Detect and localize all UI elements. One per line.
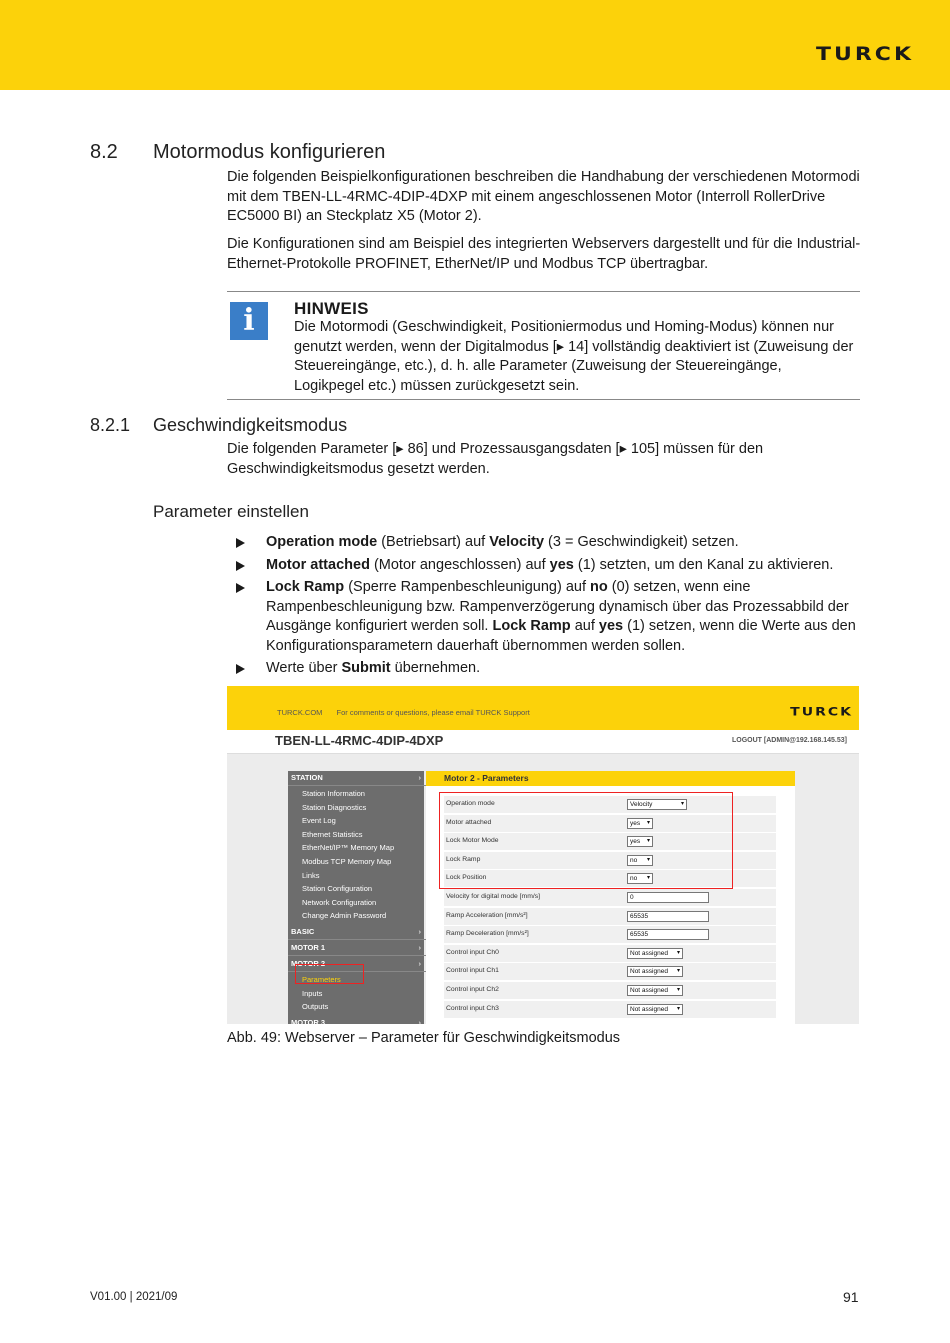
note-box [227,291,860,400]
instruction-text: (1) setzten, um den Kanal zu aktivieren. [573,556,834,573]
instruction-keyword: yes [598,618,624,634]
ws-panel-title: Motor 2 - Parameters [426,771,795,786]
footer-version: V01.00 | 2021/09 [90,1291,178,1303]
parameter-heading: Parameter einstellen [153,502,309,521]
instruction-keyword: Submit [341,660,391,676]
instruction-keyword: Velocity [489,534,545,550]
ws-param-label: Ramp Deceleration [mm/s²] [446,930,529,938]
ws-nav-label: Event Log [302,816,336,826]
chevron-right-icon: › [418,1017,421,1024]
ws-param-value: no [630,875,638,883]
ws-nav-label: Ethernet Statistics [302,829,363,839]
section-number: 8.2 [90,141,118,163]
instruction-text: (Betriebsart) auf [377,534,490,550]
ws-nav-item[interactable] [288,882,438,896]
webserver-screenshot [227,686,859,1024]
chevron-down-icon: ▾ [676,949,680,956]
ws-nav-label: Network Configuration [302,897,377,907]
ws-nav-label: BASIC [291,927,315,936]
ws-param-value: yes [630,819,641,827]
ws-nav-label: EtherNet/IP™ Memory Map [302,843,395,853]
ws-param-label: Control input Ch0 [446,948,499,956]
ws-nav-label: Change Admin Password [302,911,387,921]
figure-caption: Abb. 49: Webserver – Parameter für Geschwindigkeitsmodus [227,1030,621,1046]
ws-nav-item[interactable] [288,896,438,910]
ws-param-value: 65535 [630,912,649,920]
ws-nav-category[interactable] [288,941,427,956]
instruction-text: übernehmen. [390,660,481,676]
intro-paragraph-1: Die folgenden Beispielkonfigurationen beschreiben die Handhabung der verschiedenen Motormodi mit dem TBEN-LL-4RMC-4DIP-4DXP mit einem angeschlossenen Motor (Interroll RollerDrive EC5000 BI) an Steckplatz X5 (Motor 2). [227,169,860,224]
ws-param-select[interactable] [627,985,683,996]
ws-nav-item[interactable] [288,855,438,869]
bullet-arrow-icon [236,538,245,548]
ws-logout-link[interactable]: LOGOUT [ADMIN@192.168.145.53] [732,737,847,744]
ws-param-label: Lock Motor Mode [446,837,499,845]
instruction-list [236,533,861,682]
ws-param-value: Not assigned [630,987,668,994]
ws-nav-item[interactable] [288,909,438,923]
ws-device-name: TBEN-LL-4RMC-4DIP-4DXP [275,733,444,748]
instruction-item [236,533,861,553]
chevron-down-icon: ▾ [676,987,680,993]
instruction-keyword: Lock Ramp [492,618,571,634]
header-bar [0,0,950,90]
instruction-keyword: Lock Ramp [266,579,345,595]
info-icon: i [230,302,268,340]
highlight-box-params [439,792,733,889]
instruction-text: (1) setzen, wenn die Werte aus den Konfigurationsparametern dauerhaft übernommen werden sollen. [266,618,856,654]
ws-param-value: yes [630,838,641,846]
ws-param-label: Control input Ch1 [446,967,499,975]
ws-param-value: Not assigned [630,968,668,976]
ws-param-row [444,889,776,907]
ws-param-label: Lock Ramp [446,855,481,863]
chevron-right-icon: › [418,773,421,782]
instruction-text: (Motor angeschlossen) auf [369,556,550,573]
chevron-down-icon: ▾ [646,856,650,863]
ws-param-input[interactable] [627,929,709,940]
ws-nav-item[interactable] [288,801,438,815]
bullet-arrow-icon [236,583,245,593]
chevron-right-icon: › [418,943,421,952]
chevron-down-icon: ▾ [646,875,650,882]
ws-param-label: Ramp Acceleration [mm/s²] [446,911,528,919]
chevron-down-icon: ▾ [646,819,650,826]
ws-param-select[interactable] [627,966,683,977]
chevron-down-icon: ▾ [676,968,680,975]
chevron-down-icon: ▾ [646,838,650,845]
subsection-title: Geschwindigkeitsmodus [153,415,348,435]
ws-param-label: Control input Ch2 [446,986,499,993]
ws-nav-item[interactable] [288,828,438,842]
ws-param-value: Not assigned [630,1005,668,1013]
ws-nav-category[interactable] [288,925,427,940]
ws-param-value: Velocity [630,801,653,808]
instruction-keyword: yes [549,556,574,573]
ws-nav-item[interactable] [288,787,438,801]
bullet-arrow-icon [236,561,245,571]
ws-param-input[interactable] [627,911,709,922]
ws-nav-label: Modbus TCP Memory Map [302,857,392,866]
ws-nav-label: MOTOR 2 [291,959,326,968]
ws-nav-label: Station Information [302,789,365,798]
ws-param-input[interactable] [627,892,709,903]
ws-nav-category[interactable] [288,771,427,786]
ws-nav-item[interactable] [288,1000,438,1014]
chevron-right-icon: › [418,959,421,968]
ws-param-label: Velocity for digital mode [mm/s] [446,893,541,900]
section-title: Motormodus konfigurieren [153,141,386,163]
instruction-text: (3 = Geschwindigkeit) setzen. [544,534,739,550]
ws-param-value: 65535 [630,931,649,939]
ws-nav-item[interactable] [288,841,438,855]
instruction-keyword: Operation mode [266,534,378,550]
ws-top-links [277,708,530,717]
ws-nav-label: Outputs [302,1002,329,1012]
ws-param-row [444,963,776,981]
ws-param-row [444,908,776,926]
ws-nav-label: Links [302,870,320,880]
ws-nav-item[interactable] [288,869,438,883]
ws-nav-label: Station Diagnostics [302,802,367,812]
ws-sidebar [288,771,424,1024]
instruction-text: auf [570,618,599,634]
instruction-item [236,659,861,679]
instruction-text: (Sperre Rampenbeschleunigung) auf [344,579,591,595]
ws-param-value: no [630,856,638,864]
ws-param-select[interactable] [627,1004,683,1015]
ws-nav-label: Station Configuration [302,884,373,894]
ws-param-label: Operation mode [446,800,495,807]
turck-logo: TURCK [815,43,914,66]
ws-param-row [444,945,776,963]
instruction-keyword: no [590,579,608,595]
ws-param-label: Control input Ch3 [446,1004,499,1012]
ws-nav-label: MOTOR 3 [291,1017,326,1024]
chevron-right-icon: › [418,927,421,936]
intro-paragraph-2: Die Konfigurationen sind am Beispiel des integrierten Webservers dargestellt und für die Industrial-Ethernet-Protokolle PROFINET, EtherNet/IP und Modbus TCP übertragbar. [227,236,861,272]
ws-param-label: Lock Position [446,874,487,882]
instruction-keyword: Motor attached [266,556,370,573]
note-text: Die Motormodi (Geschwindigkeit, Positioniermodus und Homing-Modus) können nur genutzt werden, wenn der Digitalmodus [▸ 14] vollständig deaktiviert ist (Zuweisung der Steuereingänge, etc.), d. h. alle Parameter (Zuweisung der Steuereingänge, Logikpegel etc.) müssen zurückgesetzt sein. [294,319,854,394]
ws-param-select[interactable] [627,948,683,959]
instruction-item [236,556,861,576]
ws-nav-item[interactable] [288,987,438,1001]
ws-param-value: Not assigned [630,949,668,957]
ws-param-row [444,982,776,1000]
ws-turck-logo: TURCK [790,705,853,719]
ws-nav-label: Inputs [302,988,323,998]
ws-nav-label: Parameters [302,975,341,984]
ws-nav-item[interactable] [288,814,438,828]
page-number: 91 [843,1289,859,1305]
instruction-text: Werte über [266,660,342,676]
bullet-arrow-icon [236,664,245,674]
note-title: HINWEIS [294,299,369,318]
ws-device-header [227,730,859,754]
ws-param-row [444,1001,776,1019]
ws-turck-link[interactable]: TURCK.COM [277,708,323,717]
ws-param-row [444,926,776,944]
chevron-down-icon: ▾ [680,801,684,807]
chevron-down-icon: ▾ [676,1005,680,1012]
ws-support-link[interactable]: For comments or questions, please email TURCK Support [336,708,530,717]
instruction-text: (0) setzen, wenn eine Rampenbeschleunigung bzw. Rampenverzögerung dynamisch über das Prozessabbild der Ausgänge konfiguriert werden soll. [266,579,849,634]
ws-nav-category[interactable] [288,1016,427,1024]
ws-param-value: 0 [630,894,634,901]
ws-param-label: Motor attached [446,818,492,826]
ws-top-bar [227,686,859,730]
ws-nav-label: STATION [291,773,323,782]
ws-nav-label: MOTOR 1 [291,943,326,952]
highlight-box-nav [295,964,364,984]
instruction-item [236,578,861,656]
subsection-text: Die folgenden Parameter [▸ 86] und Prozessausgangsdaten [▸ 105] müssen für den Geschwindigkeitsmodus gesetzt werden. [227,441,764,477]
subsection-number: 8.2.1 [90,415,131,435]
